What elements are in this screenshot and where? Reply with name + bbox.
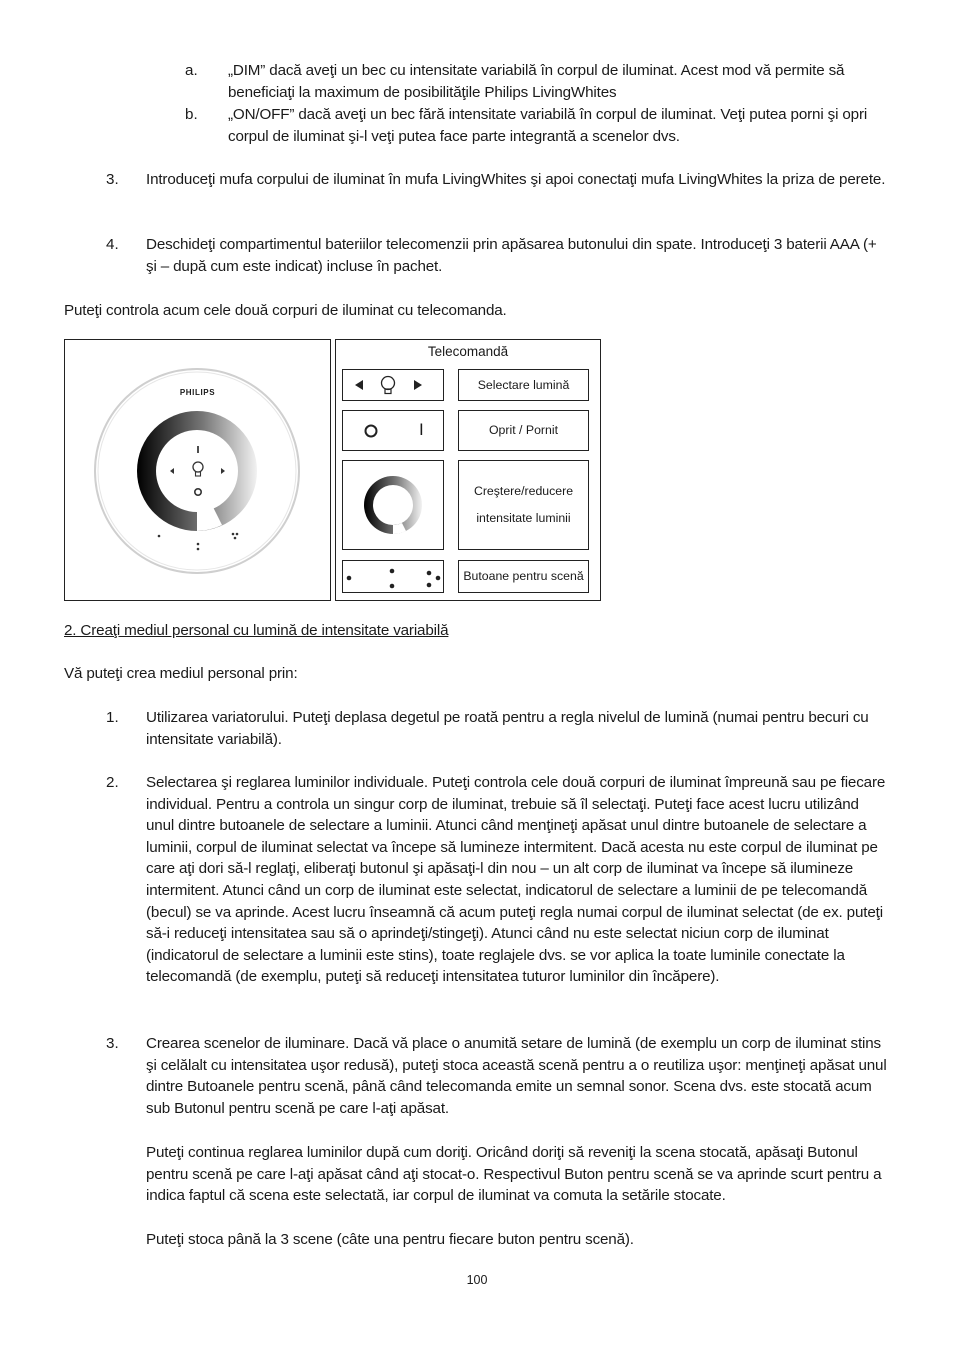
list-marker-a: a. [185, 62, 198, 79]
off-icon [366, 426, 377, 437]
dimmer-glyph [342, 460, 444, 550]
remote-figure [64, 339, 331, 601]
item-3-text: Crearea scenelor de iluminare. Dacă vă place o anumită setare de lumină (de exemplu un corp de iluminat stins şi celălalt cu intensitatea uşor redusă), puteţi stoca această scenă pentru a o reutiliza uşor: menţineţi apăsat unul dintre Butoanele pentru scenă, până când telecomanda emite un semnal sonor. Scena dvs. este stocată acum sub Butonul pentru scenă pe care l-aţi apăsat. [146, 1035, 887, 1117]
list-item-b: „ON/OFF” dacă aveţi un bec fără intensitate variabilă în corpul de iluminat. Veţi putea porni şi opri corpul de iluminat şi-l veţi putea face parte integrantă a scenelor dvs. [228, 106, 868, 145]
label-dimmer-line2: intensitate luminii [476, 511, 571, 525]
label-dimmer-line1: Creştere/reducere [473, 484, 574, 498]
legend-title: Telecomandă [427, 344, 509, 359]
para-store: Puteţi stoca până la 3 scene (câte una pentru fiecare buton pentru scenă). [146, 1231, 634, 1248]
section-intro: Vă puteţi crea mediul personal prin: [64, 665, 298, 682]
step-3-marker: 3. [106, 171, 119, 188]
item-1-marker: 1. [106, 709, 119, 726]
item-3-marker: 3. [106, 1035, 119, 1052]
para-continue: Puteţi continua reglarea luminilor după cum doriţi. Oricând doriţi să reveniţi la scena stocată, apăsaţi Butonul pentru scenă pe care l-aţi apăsat când aţi stocat-o. Respectivul Buton pentru scenă se va aprinde scurt pentru a indica faptul că scena este selectată, iar corpul de iluminat va comuta la setările stocate. [146, 1144, 882, 1205]
label-onoff: Oprit / Pornit [458, 410, 589, 451]
label-select-light: Selectare lumină [458, 369, 589, 401]
arrow-right-icon [414, 380, 422, 390]
brand-logo: PHILIPS [179, 388, 216, 397]
on-icon: I [419, 420, 424, 439]
onoff-glyph [342, 410, 444, 451]
step-3-text: Introduceţi mufa corpului de iluminat în mufa LivingWhites şi apoi conectaţi mufa LivingWhites la priza de perete. [146, 171, 886, 188]
remote-illustration [65, 340, 330, 600]
section-heading: 2. Creaţi mediul personal cu lumină de intensitate variabilă [64, 622, 449, 639]
list-item-a: „DIM” dacă aveţi un bec cu intensitate variabilă în corpul de iluminat. Acest mod vă permite să beneficiaţi la maximum de posibilităţile Philips LivingWhites [228, 62, 845, 101]
arrow-left-icon [355, 380, 363, 390]
lightbulb-icon [382, 377, 395, 394]
scene-dots-icon [343, 561, 443, 592]
page-number: 100 [466, 1273, 488, 1287]
label-scene-buttons: Butoane pentru scenă [458, 560, 589, 593]
label-dimmer [458, 460, 589, 550]
intro-control: Puteţi controla acum cele două corpuri de iluminat cu telecomanda. [64, 302, 507, 319]
list-marker-b: b. [185, 106, 198, 123]
item-1-text: Utilizarea variatorului. Puteţi deplasa degetul pe roată pentru a regla nivelul de lumină (numai pentru becuri cu intensitate variabilă). [146, 709, 869, 748]
step-4-marker: 4. [106, 236, 119, 253]
item-2-text: Selectarea şi reglarea luminilor individuale. Puteţi controla cele două corpuri de iluminat împreună sau pe fiecare individual. Pentru a controla un singur corp de iluminat, trebuie să îl selectaţi. Puteţi face acest lucru utilizând unul dintre butoanele de selectare a luminii. Atunci când menţineţi apăsat unul dintre butoanele de selectare a luminii, corpul de iluminat selectat va începe să lumineze intermitent. Dacă acesta nu este corpul de iluminat pe care aţi dori să-l reglaţi, eliberaţi butonul şi apăsaţi-l din nou – un alt corp de iluminat va începe să ilumineze intermitent. Atunci când un corp de iluminat este selectat, indicatorul de selectare a luminii de pe telecomandă (becul) se va aprinde. Acest lucru înseamnă că acum puteţi regla numai corpul de iluminat selectat (de ex. puteţi să-i reduceţi intensitatea sau să o aprindeţi/stingeţi). Atunci când nu este selectat niciun corp de iluminat (indicatorul de selectare a luminii este stins), toate reglajele dvs. se vor aplica la toate luminile conectate la telecomandă (de exemplu, puteţi să reduceţi intensitatea tuturor luminilor din încăpere). [146, 774, 886, 986]
select-light-glyph [342, 369, 444, 401]
scene-buttons-glyph [342, 560, 444, 593]
step-4-text: Deschideţi compartimentul bateriilor telecomenzii prin apăsarea butonului din spate. Introduceţi 3 baterii AAA (+ şi – după cum este indicat) incluse în pachet. [146, 236, 877, 275]
item-2-marker: 2. [106, 774, 119, 791]
remote-legend-panel [335, 339, 601, 601]
